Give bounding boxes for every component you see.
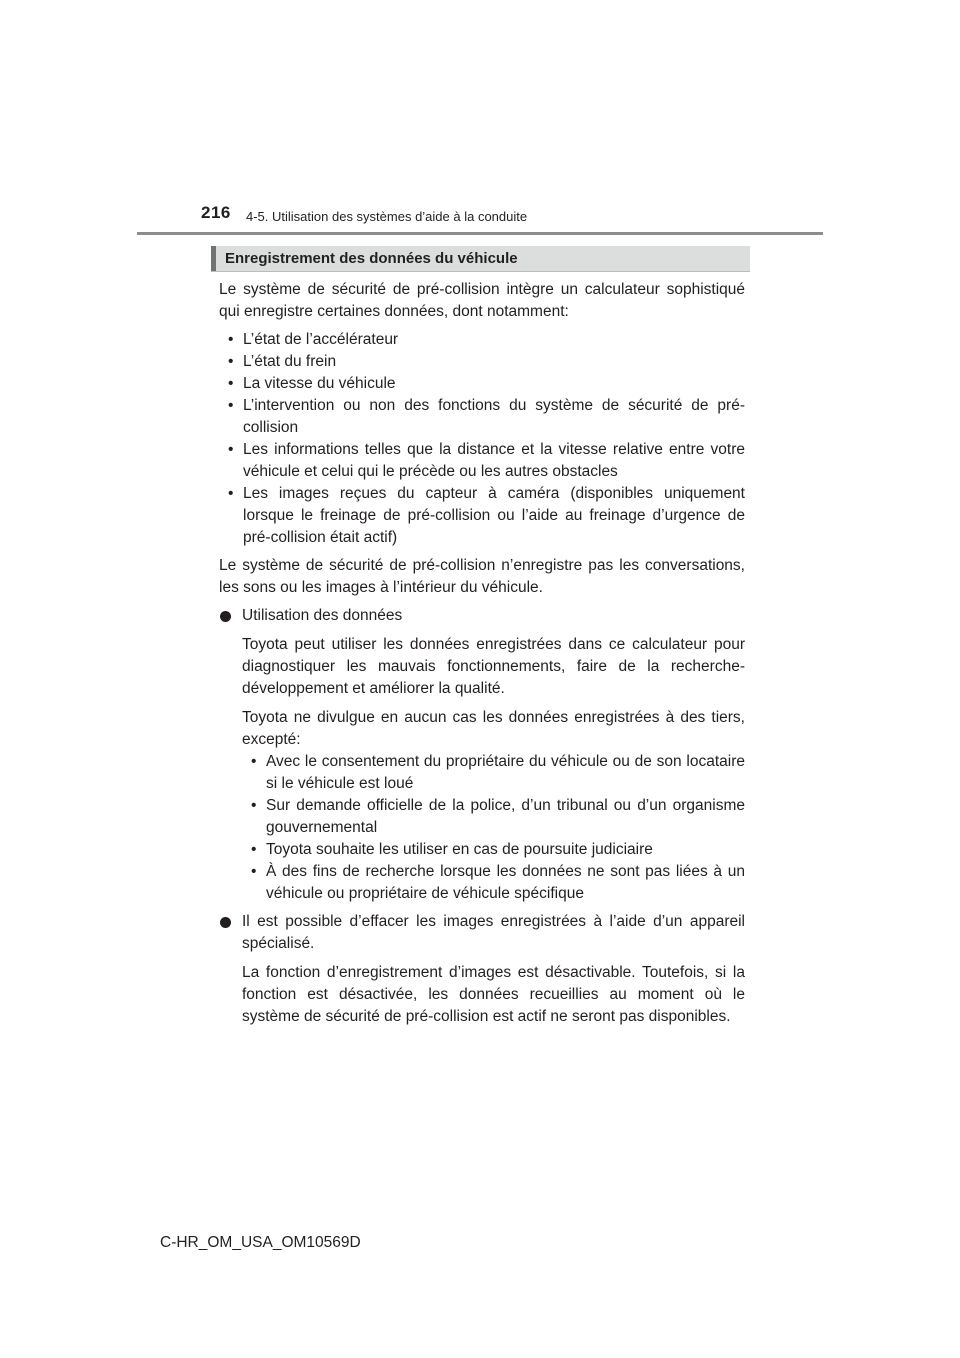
bullet-icon: • — [228, 485, 234, 502]
bullet-icon: • — [228, 397, 234, 414]
list-item-text: L’intervention ou non des fonctions du système de sécurité de pré-collision — [243, 397, 745, 436]
intro-paragraph: Le système de sécurité de pré-collision intègre un calculateur sophistiqué qui enregistre certaines données, dont notamment: — [219, 281, 745, 320]
usage-paragraph-2: Toyota ne divulgue en aucun cas les données enregistrées à des tiers, excepté: — [242, 709, 745, 748]
filled-circle-icon — [220, 611, 231, 622]
erase-block — [219, 962, 745, 1028]
header-rule — [137, 232, 823, 235]
usage-block — [219, 634, 745, 905]
footer-document-code: C-HR_OM_USA_OM10569D — [160, 1234, 361, 1251]
usage-item — [219, 605, 745, 627]
list-item — [242, 839, 745, 861]
list-item-text: Toyota souhaite les utiliser en cas de poursuite judiciaire — [266, 841, 653, 858]
exceptions-list — [242, 751, 745, 905]
list-item — [219, 351, 745, 373]
list-item-text: L’état de l’accélérateur — [243, 331, 399, 348]
list-item — [219, 483, 745, 549]
bullet-icon: • — [228, 353, 234, 370]
erase-title: Il est possible d’effacer les images enregistrées à l’aide d’un appareil spécialisé. — [242, 913, 745, 952]
usage-paragraph-1: Toyota peut utiliser les données enregistrées dans ce calculateur pour diagnostiquer les mauvais fonctionnements, faire de la recherche-développement et améliorer la qualité. — [242, 636, 745, 697]
heading-accent — [211, 246, 216, 271]
list-item-text: Avec le consentement du propriétaire du véhicule ou de son locataire si le véhicule est loué — [266, 753, 745, 792]
erase-item — [219, 911, 745, 955]
list-item-text: Les informations telles que la distance et la vitesse relative entre votre véhicule et celui qui le précède ou les autres obstacles — [243, 441, 745, 480]
list-item — [242, 751, 745, 795]
bullet-icon: • — [251, 797, 257, 814]
bullet-icon: • — [251, 753, 257, 770]
bullet-icon: • — [251, 863, 257, 880]
page-number: 216 — [201, 203, 231, 222]
list-item — [219, 329, 745, 351]
bullet-icon: • — [228, 375, 234, 392]
erase-paragraph: La fonction d’enregistrement d’images est désactivable. Toutefois, si la fonction est désactivée, les données recueillies au moment où le système de sécurité de pré-collision est actif ne seront pas disponibles. — [242, 964, 745, 1025]
list-item-text: L’état du frein — [243, 353, 337, 370]
list-item — [219, 395, 745, 439]
bullet-icon: • — [251, 841, 257, 858]
section-heading-bar — [211, 246, 750, 272]
list-item — [219, 439, 745, 483]
list-item-text: Les images reçues du capteur à caméra (disponibles uniquement lorsque le freinage de pré-collision ou l’aide au freinage d’urgence de pré-collision était actif) — [243, 485, 745, 546]
list-item — [242, 795, 745, 839]
list-item-text: À des fins de recherche lorsque les données ne sont pas liées à un véhicule ou propriétaire de véhicule spécifique — [266, 863, 745, 902]
section-title: 4-5. Utilisation des systèmes d’aide à la conduite — [246, 209, 528, 224]
usage-title: Utilisation des données — [242, 607, 403, 624]
bullet-icon: • — [228, 331, 234, 348]
filled-circle-icon — [220, 917, 231, 928]
list-item-text: Sur demande officielle de la police, d’un tribunal ou d’un organisme gouvernemental — [266, 797, 745, 836]
content — [219, 279, 745, 1035]
bullet-icon: • — [228, 441, 234, 458]
section-heading: Enregistrement des données du véhicule — [225, 250, 518, 267]
list-item — [219, 373, 745, 395]
list-item — [242, 861, 745, 905]
recorded-items-list — [219, 329, 745, 549]
not-recorded-paragraph: Le système de sécurité de pré-collision n’enregistre pas les conversations, les sons ou les images à l’intérieur du véhicule. — [219, 557, 745, 596]
list-item-text: La vitesse du véhicule — [243, 375, 396, 392]
